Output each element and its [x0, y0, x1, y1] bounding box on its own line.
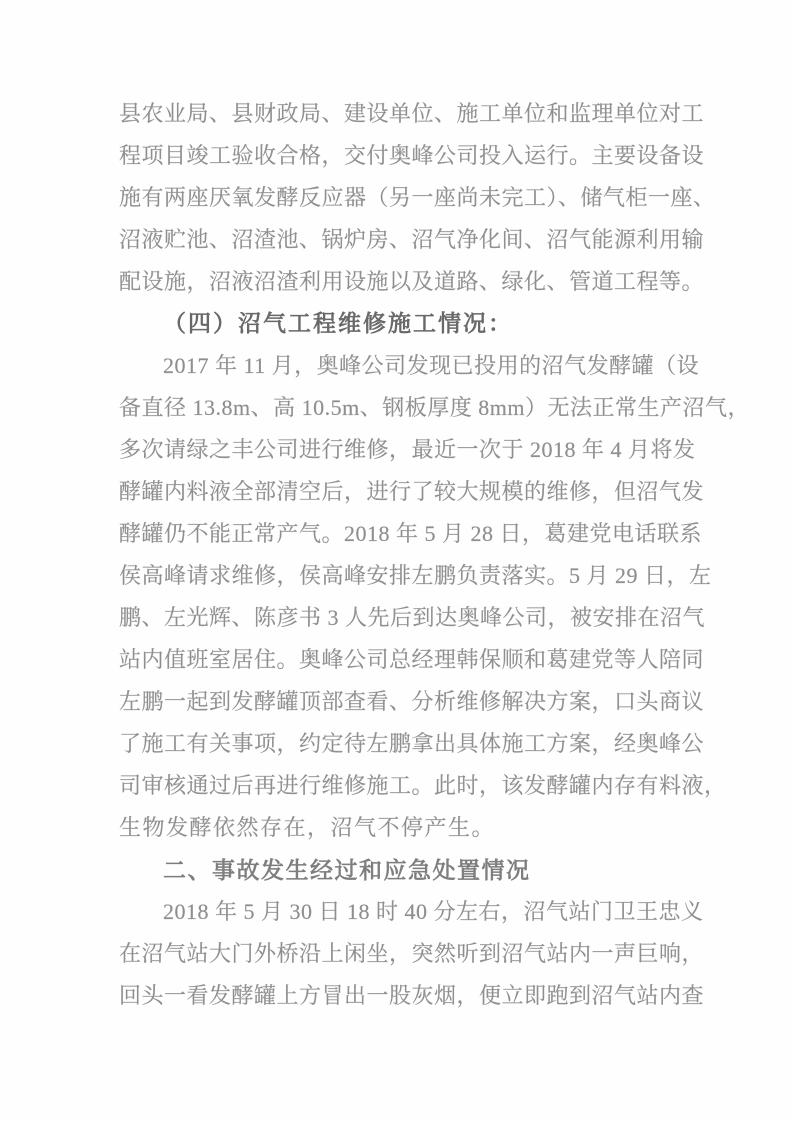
body-line: 酵罐内料液全部清空后，进行了较大规模的维修，但沼气发 [119, 479, 705, 504]
body-line: 鹏、左光辉、陈彦书 3 人先后到达奥峰公司，被安排在沼气 [119, 605, 706, 630]
body-line: 在沼气站大门外桥沿上闲坐，突然听到沼气站内一声巨响， [119, 941, 705, 966]
body-line: 站内值班室居住。奥峰公司总经理韩保顺和葛建党等人陪同 [119, 647, 705, 672]
body-line: 侯高峰请求维修，侯高峰安排左鹏负责落实。5 月 29 日，左 [119, 563, 712, 588]
body-line: 左鹏一起到发酵罐顶部查看、分析维修解决方案，口头商议 [119, 689, 705, 714]
body-line: 多次请绿之丰公司进行维修，最近一次于 2018 年 4 月将发 [119, 437, 696, 462]
body-line: 备直径 13.8m、高 10.5m、钢板厚度 8mm）无法正常生产沼气， [119, 395, 750, 420]
document-content [119, 93, 750, 1017]
body-line: 程项目竣工验收合格，交付奥峰公司投入运行。主要设备设 [119, 143, 705, 168]
body-line: 2018 年 5 月 30 日 18 时 40 分左右，沼气站门卫王忠义 [163, 899, 704, 924]
body-line: 生物发酵依然存在，沼气不停产生。 [119, 815, 496, 840]
body-line: 2017 年 11 月，奥峰公司发现已投用的沼气发酵罐（设 [163, 353, 700, 378]
body-line: 酵罐仍不能正常产气。2018 年 5 月 28 日，葛建党电话联系 [119, 521, 703, 546]
body-line: 县农业局、县财政局、建设单位、施工单位和监理单位对工 [119, 101, 705, 126]
body-line: 了施工有关事项，约定待左鹏拿出具体施工方案，经奥峰公 [119, 731, 705, 756]
body-line: 施有两座厌氧发酵反应器（另一座尚未完工）、储气柜一座、 [119, 185, 716, 210]
section-heading-biogas-maintenance: （四）沼气工程维修施工情况： [163, 311, 513, 336]
body-line: 沼液贮池、沼渣池、锅炉房、沼气净化间、沼气能源利用输 [119, 227, 705, 252]
chapter-heading-accident-course: 二、事故发生经过和应急处置情况 [163, 857, 531, 883]
body-line: 回头一看发酵罐上方冒出一股灰烟，便立即跑到沼气站内查 [119, 983, 705, 1008]
body-line: 司审核通过后再进行维修施工。此时，该发酵罐内存有料液， [119, 773, 727, 798]
body-line: 配设施，沼液沼渣利用设施以及道路、绿化、管道工程等。 [119, 269, 705, 294]
